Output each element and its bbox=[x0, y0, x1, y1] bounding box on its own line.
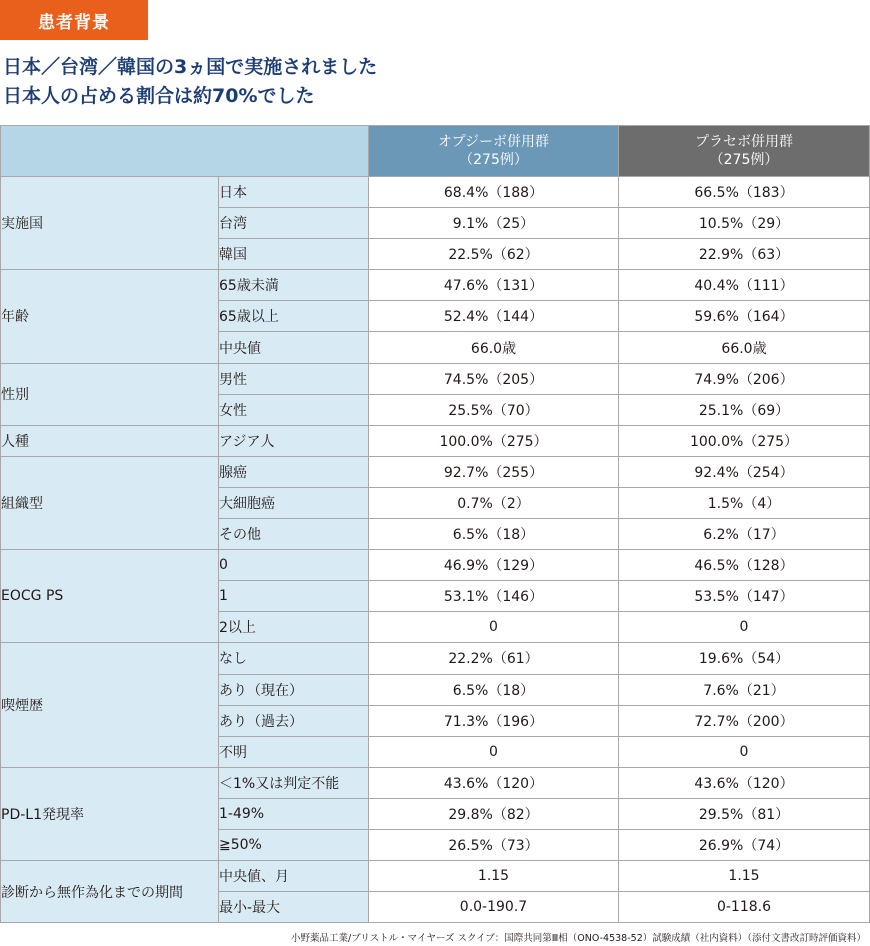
subcategory-cell: 腺癌 bbox=[219, 456, 369, 487]
table-row bbox=[1, 270, 870, 301]
subcategory-cell: 中央値、月 bbox=[219, 861, 369, 892]
category-cell: 人種 bbox=[1, 425, 219, 456]
subcategory-cell: 大細胞癌 bbox=[219, 487, 369, 518]
opdivo-value-cell: 29.8%（82） bbox=[369, 798, 619, 829]
subcategory-cell: あり（過去） bbox=[219, 705, 369, 736]
placebo-value-cell: 1.5%（4） bbox=[619, 487, 870, 518]
placebo-value-cell: 92.4%（254） bbox=[619, 456, 870, 487]
placebo-value-cell: 1.15 bbox=[619, 861, 870, 892]
subcategory-cell: ＜1%又は判定不能 bbox=[219, 767, 369, 798]
subcategory-cell: 1-49% bbox=[219, 798, 369, 829]
opdivo-value-cell: 0.7%（2） bbox=[369, 487, 619, 518]
subcategory-cell: 65歳未満 bbox=[219, 270, 369, 301]
table-row bbox=[1, 425, 870, 456]
opdivo-value-cell: 22.2%（61） bbox=[369, 643, 619, 674]
placebo-value-cell: 0-118.6 bbox=[619, 892, 870, 923]
placebo-value-cell: 25.1%（69） bbox=[619, 394, 870, 425]
placebo-value-cell: 6.2%（17） bbox=[619, 519, 870, 550]
opdivo-value-cell: 6.5%（18） bbox=[369, 674, 619, 705]
table-row bbox=[1, 643, 870, 674]
subcategory-cell: 最小-最大 bbox=[219, 892, 369, 923]
opdivo-value-cell: 0.0-190.7 bbox=[369, 892, 619, 923]
subcategory-cell: 日本 bbox=[219, 177, 369, 208]
page-heading bbox=[3, 53, 377, 111]
opdivo-value-cell: 26.5%（73） bbox=[369, 829, 619, 860]
heading-line-1: 日本／台湾／韓国の3ヵ国で実施されました bbox=[3, 56, 378, 78]
opdivo-value-cell: 22.5%（62） bbox=[369, 239, 619, 270]
table-row bbox=[1, 177, 870, 208]
opdivo-value-cell: 1.15 bbox=[369, 861, 619, 892]
subcategory-cell: あり（現在） bbox=[219, 674, 369, 705]
table-body bbox=[1, 177, 870, 923]
table-row bbox=[1, 861, 870, 892]
placebo-value-cell: 0 bbox=[619, 612, 870, 643]
subcategory-cell: 65歳以上 bbox=[219, 301, 369, 332]
header-opdivo-name: オプジーボ併用群 bbox=[437, 134, 550, 150]
placebo-value-cell: 29.5%（81） bbox=[619, 798, 870, 829]
subcategory-cell: 韓国 bbox=[219, 239, 369, 270]
placebo-value-cell: 26.9%（74） bbox=[619, 829, 870, 860]
opdivo-value-cell: 9.1%（25） bbox=[369, 208, 619, 239]
table-row bbox=[1, 363, 870, 394]
placebo-value-cell: 59.6%（164） bbox=[619, 301, 870, 332]
category-cell: PD-L1発現率 bbox=[1, 767, 219, 860]
category-cell: 喫煙歴 bbox=[1, 643, 219, 767]
opdivo-value-cell: 0 bbox=[369, 612, 619, 643]
opdivo-value-cell: 25.5%（70） bbox=[369, 394, 619, 425]
header-placebo-name: プラセボ併用群 bbox=[695, 134, 793, 150]
subcategory-cell: 1 bbox=[219, 581, 369, 612]
category-cell: 性別 bbox=[1, 363, 219, 425]
header-opdivo-count: （275例） bbox=[459, 152, 528, 168]
opdivo-value-cell: 52.4%（144） bbox=[369, 301, 619, 332]
subcategory-cell: 台湾 bbox=[219, 208, 369, 239]
placebo-value-cell: 100.0%（275） bbox=[619, 425, 870, 456]
heading-line-2: 日本人の占める割合は約70%でした bbox=[3, 85, 315, 107]
opdivo-value-cell: 46.9%（129） bbox=[369, 550, 619, 581]
opdivo-value-cell: 47.6%（131） bbox=[369, 270, 619, 301]
table-row bbox=[1, 550, 870, 581]
table-row bbox=[1, 767, 870, 798]
placebo-value-cell: 43.6%（120） bbox=[619, 767, 870, 798]
subcategory-cell: 不明 bbox=[219, 736, 369, 767]
placebo-value-cell: 19.6%（54） bbox=[619, 643, 870, 674]
placebo-value-cell: 40.4%（111） bbox=[619, 270, 870, 301]
opdivo-value-cell: 92.7%（255） bbox=[369, 456, 619, 487]
opdivo-value-cell: 68.4%（188） bbox=[369, 177, 619, 208]
table-row bbox=[1, 456, 870, 487]
opdivo-value-cell: 43.6%（120） bbox=[369, 767, 619, 798]
category-cell: 年齢 bbox=[1, 270, 219, 363]
placebo-value-cell: 7.6%（21） bbox=[619, 674, 870, 705]
header-opdivo-group bbox=[369, 126, 619, 177]
placebo-value-cell: 0 bbox=[619, 736, 870, 767]
placebo-value-cell: 66.5%（183） bbox=[619, 177, 870, 208]
placebo-value-cell: 66.0歳 bbox=[619, 332, 870, 363]
placebo-value-cell: 10.5%（29） bbox=[619, 208, 870, 239]
subcategory-cell: 女性 bbox=[219, 394, 369, 425]
opdivo-value-cell: 66.0歳 bbox=[369, 332, 619, 363]
category-cell: EOCG PS bbox=[1, 550, 219, 643]
category-cell: 実施国 bbox=[1, 177, 219, 270]
placebo-value-cell: 22.9%（63） bbox=[619, 239, 870, 270]
subcategory-cell: 男性 bbox=[219, 363, 369, 394]
source-footnote: 小野薬品工業/ブリストル・マイヤーズ スクイブ：国際共同第Ⅲ相（ONO-4538-52）試験成績（社内資料）（添付文書改訂時評価資料） bbox=[291, 933, 866, 944]
opdivo-value-cell: 6.5%（18） bbox=[369, 519, 619, 550]
category-cell: 組織型 bbox=[1, 456, 219, 549]
subcategory-cell: ≧50% bbox=[219, 829, 369, 860]
header-placebo-count: （275例） bbox=[709, 152, 779, 168]
opdivo-value-cell: 100.0%（275） bbox=[369, 425, 619, 456]
placebo-value-cell: 53.5%（147） bbox=[619, 581, 870, 612]
section-badge: 患者背景 bbox=[0, 0, 148, 40]
subcategory-cell: 中央値 bbox=[219, 332, 369, 363]
opdivo-value-cell: 53.1%（146） bbox=[369, 581, 619, 612]
subcategory-cell: アジア人 bbox=[219, 425, 369, 456]
placebo-value-cell: 72.7%（200） bbox=[619, 705, 870, 736]
opdivo-value-cell: 71.3%（196） bbox=[369, 705, 619, 736]
subcategory-cell: その他 bbox=[219, 519, 369, 550]
header-placebo-group bbox=[619, 126, 870, 177]
header-blank-cell bbox=[1, 126, 369, 177]
category-cell: 診断から無作為化までの期間 bbox=[1, 861, 219, 923]
patient-background-table bbox=[0, 125, 870, 923]
subcategory-cell: なし bbox=[219, 643, 369, 674]
opdivo-value-cell: 74.5%（205） bbox=[369, 363, 619, 394]
placebo-value-cell: 46.5%（128） bbox=[619, 550, 870, 581]
subcategory-cell: 2以上 bbox=[219, 612, 369, 643]
placebo-value-cell: 74.9%（206） bbox=[619, 363, 870, 394]
table-header-row bbox=[1, 126, 870, 177]
subcategory-cell: 0 bbox=[219, 550, 369, 581]
opdivo-value-cell: 0 bbox=[369, 736, 619, 767]
